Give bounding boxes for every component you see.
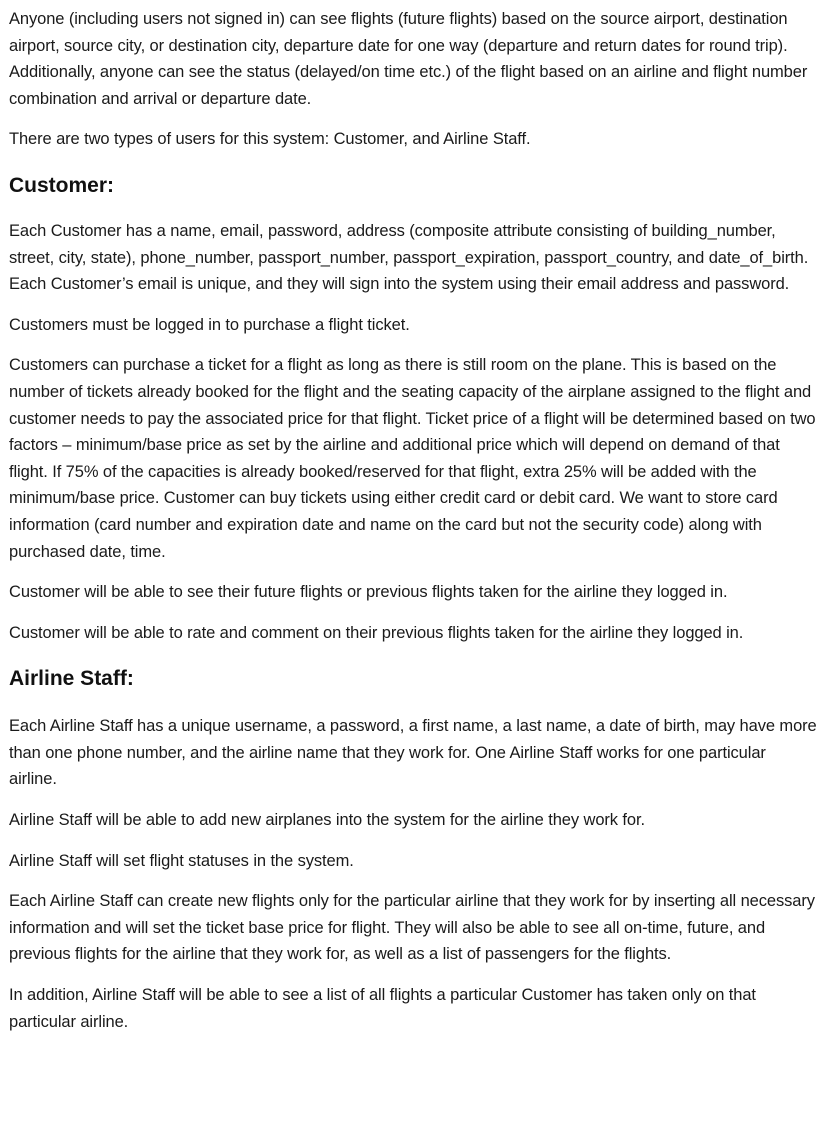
customer-paragraph-purchase: Customers can purchase a ticket for a flight as long as there is still room on the plane. This is based on the number of tickets already booked for the flight and the seating capacity of the airplane assigned to the flight and customer needs to pay the associated price for that flight. Ticket price of a flight will be determined based on two factors – minimum/base price as set by the airline and additional price which will depend on demand of that flight. If 75% of the capacities is already booked/reserved for that flight, extra 25% will be added with the minimum/base price. Customer can buy tickets using either credit card or debit card. We want to store card information (card number and expiration date and name on the card but not the security code) along with purchased date, time. [9, 356, 816, 561]
intro-paragraph-user-types: There are two types of users for this system: Customer, and Airline Staff. [9, 130, 531, 149]
staff-heading: Airline Staff: [9, 667, 134, 691]
staff-paragraph-customer-flights: In addition, Airline Staff will be able to see a list of all flights a particular Customer has taken only on that particular airline. [9, 986, 756, 1031]
customer-paragraph-rate: Customer will be able to rate and comment on their previous flights taken for the airline they logged in. [9, 623, 744, 642]
customer-paragraph-view-flights: Customer will be able to see their future flights or previous flights taken for the airline they logged in. [9, 583, 728, 602]
customer-paragraph-login: Customers must be logged in to purchase a flight ticket. [9, 315, 410, 334]
staff-paragraph-create-flights: Each Airline Staff can create new flights only for the particular airline that they work for by inserting all necessary information and will set the ticket base price for flight. They will also be able to see all on-time, future, and previous flights for the airline that they work for, as well as a list of passengers for the flights. [9, 892, 815, 964]
staff-paragraph-airplanes: Airline Staff will be able to add new airplanes into the system for the airline they work for. [9, 811, 645, 830]
staff-paragraph-attributes: Each Airline Staff has a unique username, a password, a first name, a last name, a date of birth, may have more than one phone number, and the airline name that they work for. One Airline Staff works for one particular airline. [9, 717, 817, 789]
staff-paragraph-statuses: Airline Staff will set flight statuses in the system. [9, 851, 354, 870]
customer-paragraph-attributes: Each Customer has a name, email, password, address (composite attribute consisting of building_number, street, city, state), phone_number, passport_number, passport_expiration, passport_country, and date_of_birth. Each Customer’s email is unique, and they will sign into the system using their email address and password. [9, 221, 809, 294]
intro-paragraph-visibility: Anyone (including users not signed in) can see flights (future flights) based on the source airport, destination airport, source city, or destination city, departure date for one way (departure and return dates for round trip). Additionally, anyone can see the status (delayed/on time etc.) of the flight based on an airline and flight number combination and arrival or departure date. [9, 10, 808, 108]
customer-heading: Customer: [9, 173, 115, 197]
